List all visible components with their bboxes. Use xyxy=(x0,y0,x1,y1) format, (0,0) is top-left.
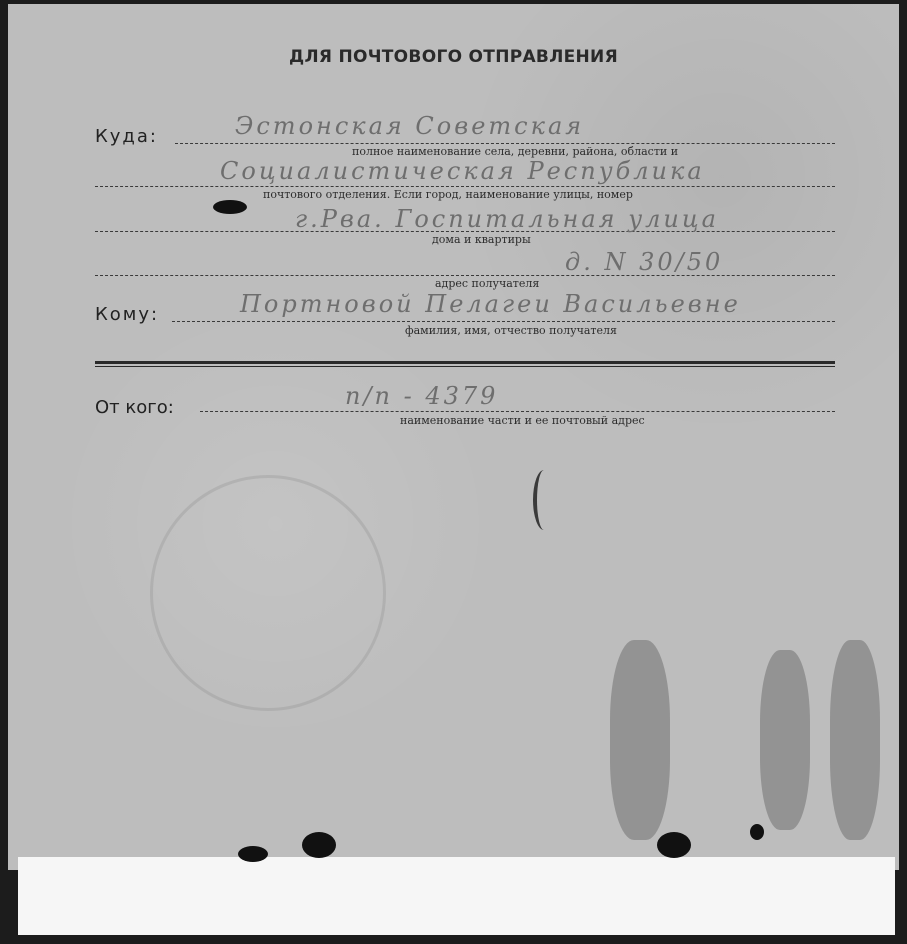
stain-3 xyxy=(830,640,880,840)
recipient-hint: фамилия, имя, отчество получателя xyxy=(405,324,617,337)
ink-blot xyxy=(213,200,247,214)
sender-hint: наименование части и ее почтовый адрес xyxy=(400,414,645,427)
address-hint-1: полное наименование села, деревни, района, области и xyxy=(352,145,679,158)
form-title: ДЛЯ ПОЧТОВОГО ОТПРАВЛЕНИЯ xyxy=(289,47,618,67)
stain-1 xyxy=(610,640,670,840)
address-hint-3: дома и квартиры xyxy=(432,233,531,246)
address-line-4 xyxy=(95,275,835,276)
handwritten-sender: п/п - 4379 xyxy=(345,382,499,410)
from-label: От кого: xyxy=(95,397,174,418)
punch-hole-2 xyxy=(302,832,336,858)
punch-hole-1 xyxy=(238,846,268,862)
to-label: Куда: xyxy=(95,126,158,147)
pencil-mark xyxy=(533,470,555,530)
whom-label: Кому: xyxy=(95,304,160,325)
faded-postmark-stamp xyxy=(150,475,386,711)
handwritten-address-line-3: г.Рва. Госпитальная улица xyxy=(295,205,719,233)
handwritten-address-line-1: Эстонская Советская xyxy=(235,112,585,140)
address-line-2 xyxy=(95,186,835,187)
handwritten-address-line-4: д. N 30/50 xyxy=(565,248,724,276)
address-line-1 xyxy=(175,143,835,144)
separator-rule-1 xyxy=(95,361,835,364)
address-hint-4: адрес получателя xyxy=(435,277,540,290)
paper-edge-strip xyxy=(18,857,895,935)
sender-line xyxy=(200,411,835,412)
recipient-line xyxy=(172,321,835,322)
ink-dot xyxy=(750,824,764,840)
handwritten-recipient: Портновой Пелагеи Васильевне xyxy=(240,290,741,318)
punch-hole-3 xyxy=(657,832,691,858)
handwritten-address-line-2: Социалистическая Республика xyxy=(220,157,705,185)
separator-rule-2 xyxy=(95,366,835,367)
stain-2 xyxy=(760,650,810,830)
address-hint-2: почтового отделения. Если город, наименование улицы, номер xyxy=(263,188,633,201)
